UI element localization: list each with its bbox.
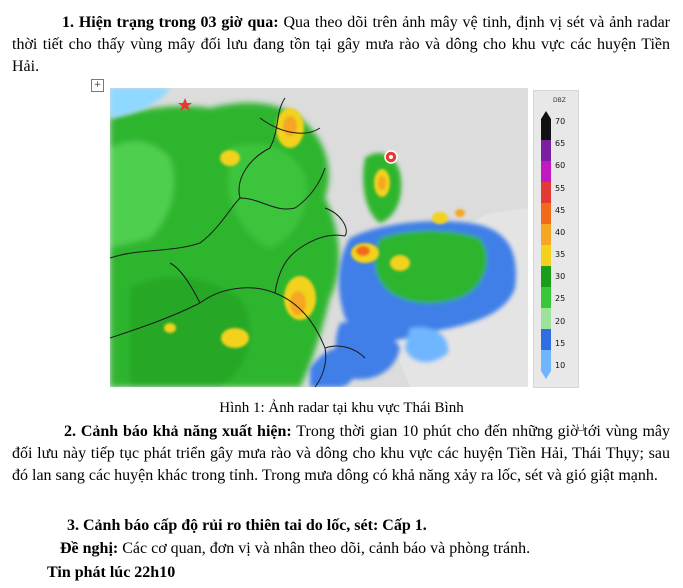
section-current-status: [12, 12, 670, 78]
legend-unit: DBZ: [553, 97, 566, 104]
recommendation: [12, 538, 670, 560]
recommendation-label: Đề nghị:: [60, 540, 119, 557]
section-current-status-heading: 1. Hiện trạng trong 03 giờ qua:: [62, 14, 279, 31]
legend-tick-label: 20: [555, 316, 566, 326]
legend-swatch: [541, 182, 551, 204]
move-anchor-icon[interactable]: +: [91, 79, 104, 92]
legend-swatch: [541, 245, 551, 267]
legend-swatch: [541, 119, 551, 141]
section-risk-level: [12, 515, 670, 537]
issued-time-text: Tin phát lúc 22h10: [47, 564, 176, 581]
legend-tick-label: 65: [555, 139, 566, 149]
legend-tick-label: 30: [555, 272, 566, 282]
legend-tick-label: 55: [555, 183, 566, 193]
legend-tick-label: 40: [555, 227, 566, 237]
section-current-status-text: Qua theo dõi trên ảnh mây vệ tinh, định vị sét và ảnh radar thời tiết cho thấy vùng mây đối lưu đang tồn tại gây mưa rào và dông cho khu vực các huyện Tiền Hải.: [12, 14, 671, 75]
issued-time: [12, 562, 670, 584]
legend-tick-label: 60: [555, 161, 566, 171]
section-warning-heading: 2. Cảnh báo khả năng xuất hiện:: [64, 423, 292, 440]
legend-tick-label: 10: [555, 361, 566, 370]
section-warning: [12, 421, 670, 487]
legend-swatch: [541, 140, 551, 162]
legend-swatch: [541, 287, 551, 309]
legend-swatch: [541, 224, 551, 246]
legend-swatch: [541, 161, 551, 183]
legend-tick-label: 70: [555, 117, 566, 126]
legend-swatch: [541, 266, 551, 288]
recommendation-text: Các cơ quan, đơn vị và nhân theo dõi, cảnh báo và phòng tránh.: [118, 540, 531, 557]
legend-arrow-top: [541, 111, 551, 119]
legend-swatch: [541, 350, 551, 372]
section-warning-text: Trong thời gian 10 phút cho đến những giờ tới vùng mây đối lưu này tiếp tục phát triển gây mưa rào và dông cho khu vực các huyện Tiền Hải, Thái Thụy; sau đó lan sang các huyện khác trong tỉnh. Trong mưa dông có khả năng xảy ra lốc, sét và gió giật mạnh.: [12, 423, 670, 484]
dbz-legend: [533, 90, 579, 388]
figure-caption: Hình 1: Ảnh radar tại khu vực Thái Bình: [219, 400, 464, 416]
legend-arrow-bottom: [541, 371, 551, 379]
legend-tick-label: 35: [555, 250, 566, 260]
text-cursor-mark: [577, 424, 584, 431]
legend-swatch: [541, 308, 551, 330]
legend-tick-label: 25: [555, 294, 566, 304]
legend-tick-label: 45: [555, 205, 566, 215]
legend-swatch: [541, 203, 551, 225]
section-risk-level-heading: 3. Cảnh báo cấp độ rủi ro thiên tai do lốc, sét: Cấp 1.: [67, 517, 427, 534]
legend-swatch: [541, 329, 551, 351]
radar-image: [110, 88, 528, 387]
legend-tick-label: 15: [555, 338, 566, 348]
